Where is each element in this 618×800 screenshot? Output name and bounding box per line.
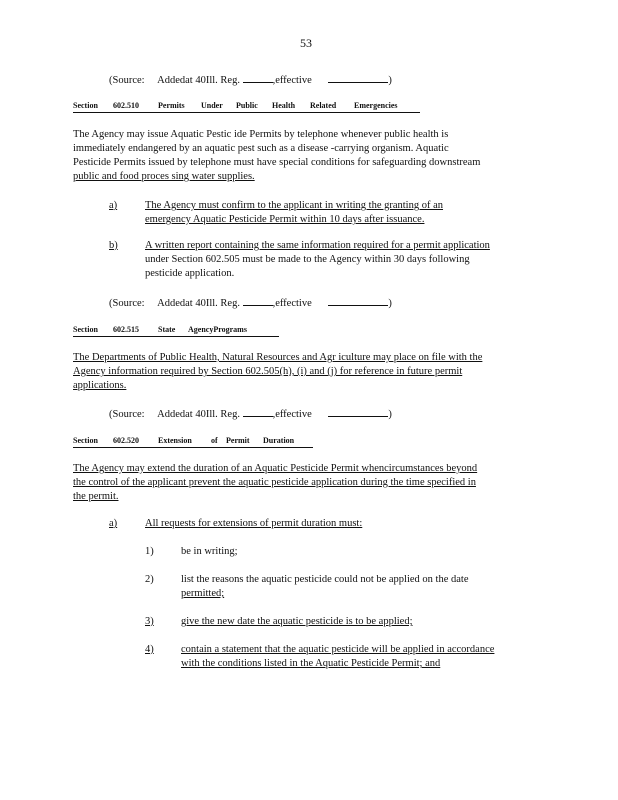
source-text: Addedat 40Ill. Reg. [157, 298, 240, 309]
source-effective: ,effective [272, 409, 312, 420]
item-line: The Agency must confirm to the applicant in writing the granting of an [145, 200, 444, 211]
heading-word: Under [201, 101, 223, 110]
section-602-515-body-line: applications. [73, 380, 127, 391]
item-line: under Section 602.505 must be made to the Agency within 30 days following [145, 254, 470, 265]
heading-rule [73, 447, 313, 448]
section-602-520-body-line: The Agency may extend the duration of an Aquatic Pesticide Permit whencircumstances beyond [73, 463, 478, 474]
section-602-510-body-line: immediately endangered by an aquatic pest such as a disease -carrying organism. Aquatic [73, 143, 449, 154]
source-effective: ,effective [272, 298, 312, 309]
section-602-520-body-line: the permit. [73, 491, 119, 502]
subitem-label: 1) [145, 546, 154, 557]
item-line: A written report containing the same information required for a permit application [145, 240, 490, 251]
subitem-line: with the conditions listed in the Aquatic Pesticide Permit; and [181, 658, 441, 669]
section-602-510-body-line: public and food proces sing water supplies. [73, 171, 255, 182]
subitem-line: list the reasons the aquatic pesticide could not be applied on the date [181, 574, 469, 585]
heading-rule [73, 112, 420, 113]
section-602-510-body-line: Pesticide Permits issued by telephone must have special conditions for safeguarding downstream [73, 157, 481, 168]
source-line-1 [109, 72, 392, 88]
heading-rule [73, 336, 279, 337]
section-602-510-body-line: The Agency may issue Aquatic Pestic ide Permits by telephone whenever public health is [73, 129, 449, 140]
source-suffix: ) [388, 298, 392, 309]
section-602-520-body-line: the control of the applicant prevent the aquatic pesticide application during the time specified in [73, 477, 476, 488]
source-effective: ,effective [272, 75, 312, 86]
source-text: Addedat 40Ill. Reg. [157, 409, 240, 420]
item-label: b) [109, 240, 118, 251]
source-line-2 [109, 295, 392, 311]
heading-word: of [211, 436, 218, 445]
source-prefix: (Source: [109, 75, 145, 86]
heading-word: Permits [158, 101, 185, 110]
source-prefix: (Source: [109, 298, 145, 309]
heading-word: Extension [158, 436, 192, 445]
item-line: All requests for extensions of permit duration must: [145, 518, 363, 529]
blank-date [328, 406, 388, 417]
heading-word: Duration [263, 436, 295, 445]
subitem-label: 4) [145, 644, 154, 655]
source-suffix: ) [388, 75, 392, 86]
subitem-label: 3) [145, 616, 154, 627]
section-602-515-body-line: The Departments of Public Health, Natural Resources and Agr iculture may place on file with the [73, 352, 483, 363]
heading-word: 602.515 [113, 325, 139, 334]
item-label: a) [109, 518, 118, 529]
heading-word: Public [236, 101, 258, 110]
heading-word: State [158, 325, 176, 334]
heading-word: Health [272, 101, 296, 110]
heading-word: AgencyPrograms [188, 325, 247, 334]
heading-word: Related [310, 101, 337, 110]
subitem-line: give the new date the aquatic pesticide is to be applied; [181, 616, 413, 627]
heading-word: Section [73, 101, 98, 110]
blank-register [243, 406, 273, 417]
heading-word: Section [73, 436, 98, 445]
item-line: emergency Aquatic Pesticide Permit within 10 days after issuance. [145, 214, 425, 225]
subitem-label: 2) [145, 574, 154, 585]
heading-word: Section [73, 325, 98, 334]
heading-word: Emergencies [354, 101, 398, 110]
source-prefix: (Source: [109, 409, 145, 420]
subitem-line: permitted; [181, 588, 225, 599]
heading-word: Permit [226, 436, 250, 445]
item-line: pesticide application. [145, 268, 235, 279]
item-label: a) [109, 200, 118, 211]
page-number: 53 [300, 36, 312, 50]
blank-register [243, 295, 273, 306]
section-602-515-body-line: Agency information required by Section 602.505(h), (i) and (j) for reference in future permit [73, 366, 463, 377]
blank-date [328, 72, 388, 83]
heading-word: 602.520 [113, 436, 139, 445]
source-text: Addedat 40Ill. Reg. [157, 75, 240, 86]
subitem-line: contain a statement that the aquatic pesticide will be applied in accordance [181, 644, 495, 655]
source-line-3 [109, 406, 392, 422]
subitem-line: be in writing; [181, 546, 238, 557]
blank-date [328, 295, 388, 306]
blank-register [243, 72, 273, 83]
heading-word: 602.510 [113, 101, 139, 110]
source-suffix: ) [388, 409, 392, 420]
